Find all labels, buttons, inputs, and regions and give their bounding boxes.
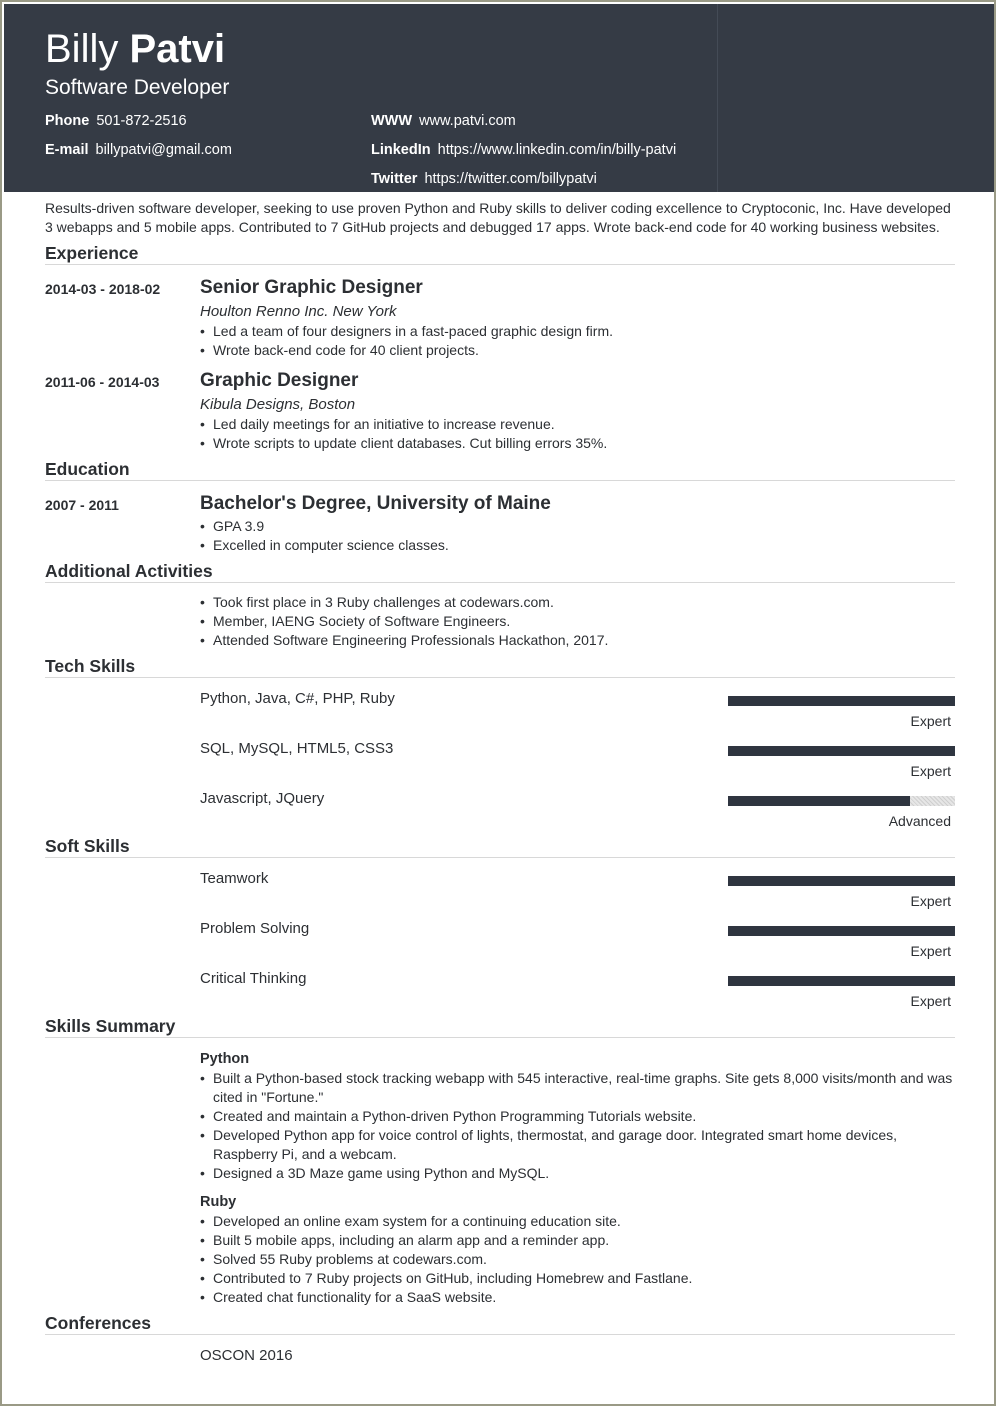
list-item: • Designed a 3D Maze game using Python and MySQL.	[200, 1164, 960, 1183]
skills-summary-heading: Skills Summary	[45, 1016, 176, 1036]
contact-phone-value: 501-872-2516	[96, 113, 187, 129]
list-item: • Created and maintain a Python-driven Python Programming Tutorials website.	[200, 1107, 960, 1126]
first-name: Billy	[45, 27, 119, 71]
list-item: • Led a team of four designers in a fast-paced graphic design firm.	[200, 322, 960, 341]
activities-heading: Additional Activities	[45, 561, 213, 581]
education-bullets	[200, 517, 960, 555]
contact-twitter-label: Twitter	[371, 171, 418, 187]
header-divider	[717, 4, 718, 192]
skill-level: Expert	[910, 893, 951, 909]
list-item: • Wrote scripts to update client databases. Cut billing errors 35%.	[200, 434, 960, 453]
contact-linkedin-value[interactable]: https://www.linkedin.com/in/billy-patvi	[437, 142, 677, 158]
skill-bar-fill	[728, 976, 955, 986]
list-item: • Developed an online exam system for a continuing education site.	[200, 1212, 960, 1231]
conference-item: OSCON 2016	[200, 1347, 293, 1364]
skill-bar	[728, 696, 955, 706]
skill-bar	[728, 796, 955, 806]
contact-www-value[interactable]: www.patvi.com	[419, 113, 516, 129]
section-divider	[45, 1334, 955, 1335]
skill-level: Expert	[910, 763, 951, 779]
section-divider	[45, 480, 955, 481]
skill-name: Problem Solving	[200, 920, 310, 937]
skill-name: Teamwork	[200, 870, 269, 887]
skill-level: Expert	[910, 993, 951, 1009]
skill-level: Expert	[910, 943, 951, 959]
section-divider	[45, 264, 955, 265]
skill-level: Expert	[910, 713, 951, 729]
list-item: • Took first place in 3 Ruby challenges at codewars.com.	[200, 593, 960, 612]
list-item: • Solved 55 Ruby problems at codewars.com.	[200, 1250, 960, 1269]
last-name: Patvi	[129, 27, 226, 71]
education-dates: 2007 - 2011	[45, 497, 119, 513]
contact-www	[371, 112, 516, 130]
list-item: • Developed Python app for voice control of lights, thermostat, and garage door. Integrated smart home devices, Raspberry Pi, and a webcam.	[200, 1126, 960, 1164]
list-item: • Built 5 mobile apps, including an alarm app and a reminder app.	[200, 1231, 960, 1250]
list-item: • Attended Software Engineering Professionals Hackathon, 2017.	[200, 631, 960, 650]
job-dates: 2011-06 - 2014-03	[45, 374, 160, 390]
contact-email-label: E-mail	[45, 142, 89, 158]
list-item: • Created chat functionality for a SaaS website.	[200, 1288, 960, 1307]
list-item: • Built a Python-based stock tracking webapp with 545 interactive, real-time graphs. Site gets 8,000 visits/month and was cited in "Fortune."	[200, 1069, 960, 1107]
resume-header	[4, 4, 994, 192]
professional-summary: Results-driven software developer, seeking to use proven Python and Ruby skills to deliver coding excellence to Cryptoconic, Inc. Have developed 3 webapps and 5 mobile apps. Contributed to 7 GitHub projects and debugged 17 apps. Wrote back-end code for 40 working business websites.	[45, 200, 951, 235]
list-item: • Wrote back-end code for 40 client projects.	[200, 341, 960, 360]
section-divider	[45, 1037, 955, 1038]
activities-bullets	[200, 593, 960, 650]
skill-bar-fill	[728, 796, 910, 806]
skill-bar-fill	[728, 926, 955, 936]
section-divider	[45, 677, 955, 678]
contact-email	[45, 141, 232, 159]
contact-email-value[interactable]: billypatvi@gmail.com	[95, 142, 232, 158]
job-dates: 2014-03 - 2018-02	[45, 281, 161, 297]
section-divider	[45, 582, 955, 583]
skill-name: SQL, MySQL, HTML5, CSS3	[200, 740, 394, 757]
education-degree: Bachelor's Degree, University of Maine	[200, 493, 551, 514]
contact-linkedin	[371, 141, 676, 159]
skill-name: Javascript, JQuery	[200, 790, 325, 807]
conferences-heading: Conferences	[45, 1313, 152, 1333]
job-title: Software Developer	[45, 76, 230, 99]
job-company: Houlton Renno Inc. New York	[200, 303, 397, 320]
contact-phone-label: Phone	[45, 113, 90, 129]
job-bullets	[200, 415, 960, 453]
skill-group-name: Python	[200, 1051, 250, 1067]
skill-bar	[728, 746, 955, 756]
skill-group-bullets	[200, 1069, 960, 1183]
job-role: Senior Graphic Designer	[200, 277, 423, 298]
skill-bar	[728, 976, 955, 986]
education-heading: Education	[45, 459, 130, 479]
list-item: • Led daily meetings for an initiative to increase revenue.	[200, 415, 960, 434]
section-divider	[45, 857, 955, 858]
list-item: • Excelled in computer science classes.	[200, 536, 960, 555]
skill-bar-fill	[728, 746, 955, 756]
skill-name: Python, Java, C#, PHP, Ruby	[200, 690, 395, 707]
skill-group-bullets	[200, 1212, 960, 1307]
skill-level: Advanced	[888, 813, 951, 829]
contact-twitter-value[interactable]: https://twitter.com/billypatvi	[424, 171, 597, 187]
contact-linkedin-label: LinkedIn	[371, 142, 431, 158]
skill-group-name: Ruby	[200, 1194, 237, 1210]
skill-bar-fill	[728, 876, 955, 886]
soft-skills-heading: Soft Skills	[45, 836, 130, 856]
job-bullets	[200, 322, 960, 360]
contact-phone	[45, 112, 187, 130]
candidate-name	[45, 26, 225, 72]
contact-www-label: WWW	[371, 113, 413, 129]
list-item: • Contributed to 7 Ruby projects on GitHub, including Homebrew and Fastlane.	[200, 1269, 960, 1288]
list-item: • Member, IAENG Society of Software Engineers.	[200, 612, 960, 631]
skill-bar	[728, 926, 955, 936]
list-item: • GPA 3.9	[200, 517, 960, 536]
tech-skills-heading: Tech Skills	[45, 656, 136, 676]
skill-bar-fill	[728, 696, 955, 706]
experience-heading: Experience	[45, 243, 139, 263]
skill-bar	[728, 876, 955, 886]
job-role: Graphic Designer	[200, 370, 359, 391]
contact-twitter	[371, 170, 597, 188]
skill-name: Critical Thinking	[200, 970, 307, 987]
job-company: Kibula Designs, Boston	[200, 396, 356, 413]
